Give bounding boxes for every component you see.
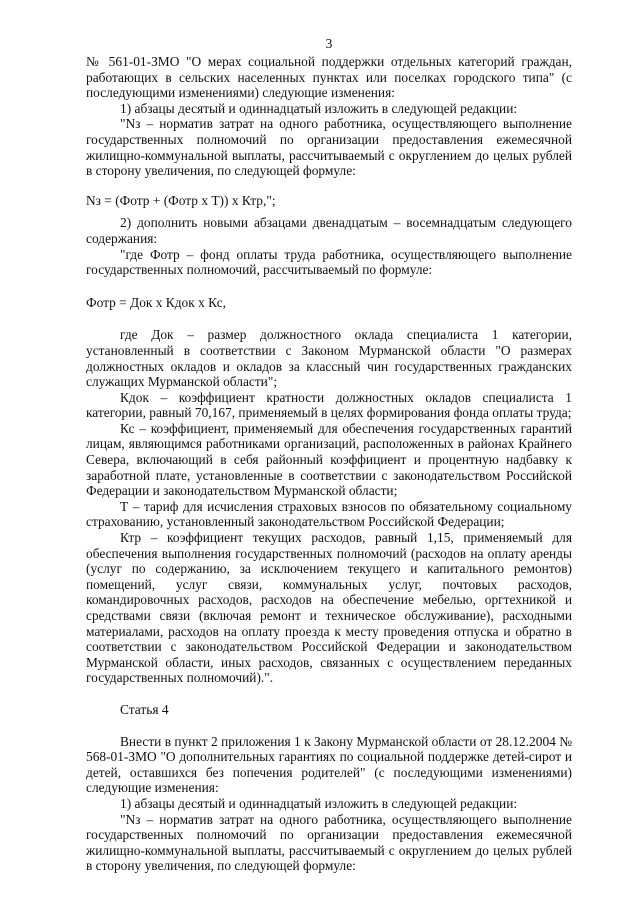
paragraph-item-1: 1) абзацы десятый и одиннадцатый изложить в следующей редакции:: [120, 100, 518, 116]
paragraph-law-561-changes: № 561-01-ЗМО "О мерах социальной поддержки отдельных категорий граждан, работающих в сельских населенных пунктах или поселках городского типа" (с последующими изменениями) следующие изменения:: [86, 54, 572, 101]
paragraph-item-1-second: 1) абзацы десятый и одиннадцатый изложить в следующей редакции:: [120, 795, 518, 811]
paragraph-t-definition: Т – тариф для исчисления страховых взносов по обязательному социальному страхованию, установленный законодательством Российской Федерации;: [86, 498, 572, 530]
formula-fotr: Фотр = Док х Кдок х Кс,: [86, 294, 227, 310]
paragraph-law-568-changes: Внести в пункт 2 приложения 1 к Закону Мурманской области от 28.12.2004 № 568-01-ЗМО "О дополнительных гарантиях по социальной поддержке детей-сирот и детей, оставшихся без попечения родителей" (с последующими изменениями) следующие изменения:: [86, 733, 572, 796]
paragraph-kdok-definition: Кдок – коэффициент кратности должностных окладов специалиста 1 категории, равный 70,167, применяемый в целях формирования фонда оплаты труда;: [86, 389, 572, 421]
paragraph-nz-definition: "Nз – норматив затрат на одного работника, осуществляющего выполнение государственных полномочий по организации предоставления ежемесячной жилищно-коммунальной выплаты, рассчитываемый с округлением до целых рублей в сторону увеличения, по следующей формуле:: [86, 116, 572, 179]
paragraph-ktr-definition: Ктр – коэффициент текущих расходов, равный 1,15, применяемый для обеспечения выполнения государственных полномочий (расходов на оплату аренды (услуг по содержанию, за исключением текущего и капитального ремонтов) помещений, услуг связи, коммунальных услуг, почтовых расходов, командировочных расходов, расходов на обеспечение мебелью, оргтехникой и средствами связи (включая ремонт и техническое обслуживание), расходными материалами, расходов на оплату проезда к месту проведения отпуска и обратно в соответствии с законодательством Российской Федерации и законодательством Мурманской области, иных расходов, связанных с осуществлением переданных государственных полномочий).".: [86, 530, 572, 686]
paragraph-dok-definition: где Док – размер должностного оклада специалиста 1 категории, установленный в соответствии с Законом Мурманской области "О размерах должностных окладов и окладов за классный чин государственных гражданских служащих Мурманской области";: [86, 327, 572, 390]
paragraph-nz-definition-second: "Nз – норматив затрат на одного работника, осуществляющего выполнение государственных полномочий по организации предоставления ежемесячной жилищно-коммунальной выплаты, рассчитываемый с округлением до целых рублей в сторону увеличения, по следующей формуле:: [86, 811, 572, 874]
formula-nz: Nз = (Фотр + (Фотр х Т)) х Ктр,";: [86, 192, 276, 208]
paragraph-ks-definition: Кс – коэффициент, применяемый для обеспечения государственных гарантий лицам, являющимся работниками организаций, расположенных в районах Крайнего Севера, включающий в себя районный коэффициент и процентную надбавку к заработной плате, установленные в соответствии с законодательством Российской Федерации и законодательством Мурманской области;: [86, 420, 572, 499]
article-4-heading: Статья 4: [120, 701, 169, 717]
page-number: 3: [325, 36, 333, 51]
paragraph-fotr-definition: "где Фотр – фонд оплаты труда работника, осуществляющего выполнение государственных полномочий, рассчитываемый по формуле:: [86, 246, 572, 278]
paragraph-item-2: 2) дополнить новыми абзацами двенадцатым – восемнадцатым следующего содержания:: [86, 215, 572, 246]
